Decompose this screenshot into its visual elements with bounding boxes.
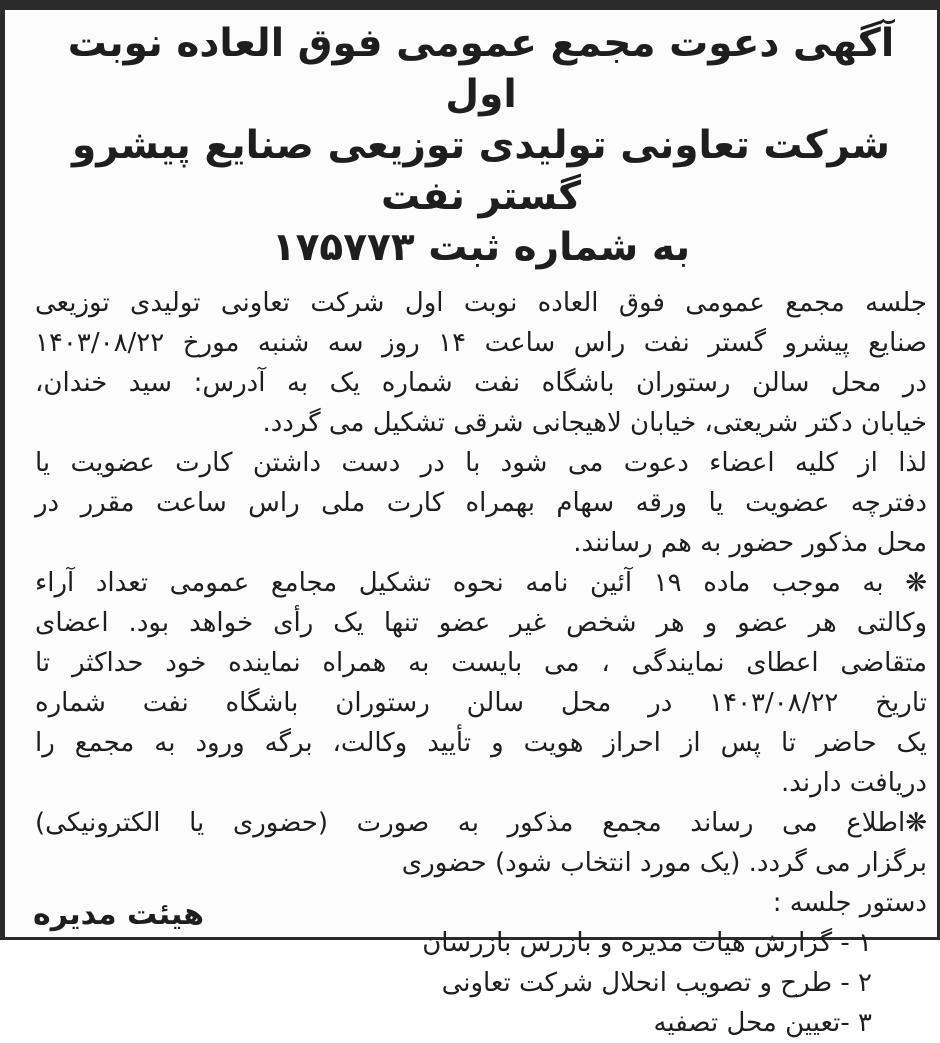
body-line: وکالتی هر عضو و هر شخص غیر عضو تنها یک رأی خواهد بود. اعضای	[35, 608, 927, 638]
body-line: لذا از کلیه اعضاء دعوت می شود با در دست داشتن کارت عضویت یا	[35, 448, 927, 478]
paragraph-member-invitation	[35, 443, 927, 563]
body-line: خیابان دکتر شریعتی، خیابان لاهیجانی شرقی تشکیل می گردد.	[262, 408, 927, 438]
body-line: دفترچه عضویت یا ورقه سهام بهمراه کارت ملی راس ساعت مقرر در	[35, 488, 927, 518]
agenda-item-board-report: ۱ - گزارش هیات مدیره و بازرس بازرسان	[422, 928, 872, 958]
body-line: ❋ به موجب ماده ۱۹ آئین نامه نحوه تشکیل مجامع عمومی تعداد آراء	[35, 568, 927, 598]
agenda-item-dissolution: ۲ - طرح و تصویب انحلال شرکت تعاونی	[441, 968, 872, 998]
agenda-item-liquidation-place: ۳ -تعیین محل تصفیه	[653, 1008, 872, 1038]
body-line: یک حاضر تا پس از احراز هویت و تأیید وکالت، برگه ورود به مجمع را	[35, 728, 927, 758]
body-line: تاریخ ۱۴۰۳/۰۸/۲۲ در محل سالن رستوران باشگاه نفت شماره	[35, 688, 927, 718]
agenda-header: دستور جلسه :	[772, 888, 927, 918]
body-line: ❋اطلاع می رساند مجمع مذکور به صورت (حضوری یا الکترونیکی)	[35, 808, 927, 838]
body-line: در محل سالن رستوران باشگاه نفت شماره یک به آدرس: سید خندان،	[35, 368, 927, 398]
body-line: محل مذکور حضور به هم رسانند.	[573, 528, 927, 558]
body-line: دریافت دارند.	[780, 768, 927, 798]
signature-board-of-directors: هیئت مدیره	[33, 897, 205, 932]
body-line: جلسه مجمع عمومی فوق العاده نوبت اول شرکت تعاونی تولیدی توزیعی	[35, 288, 927, 318]
title-line-registration-number: به شماره ثبت ۱۷۵۷۷۳	[271, 225, 691, 270]
paragraph-meeting-details	[35, 283, 927, 443]
paragraph-meeting-format	[35, 803, 927, 883]
title-line-invitation: آگهی دعوت مجمع عمومی فوق العاده نوبت اول	[67, 21, 895, 117]
body-line: برگزار می گردد. (یک مورد انتخاب شود) حضوری	[401, 848, 927, 878]
body-line: متقاضی اعطای نمایندگی ، می بایست به همراه نماینده خود حداکثر تا	[35, 648, 927, 678]
agenda-list	[35, 923, 927, 1043]
title-line-company-name: شرکت تعاونی تولیدی توزیعی صنایع پیشرو گستر نفت	[72, 123, 890, 219]
paragraph-proxy-rules	[35, 563, 927, 803]
body-line: صنایع پیشرو گستر نفت راس ساعت ۱۴ روز سه شنبه مورخ ۱۴۰۳/۰۸/۲۲	[35, 328, 928, 358]
title-block	[35, 14, 927, 273]
